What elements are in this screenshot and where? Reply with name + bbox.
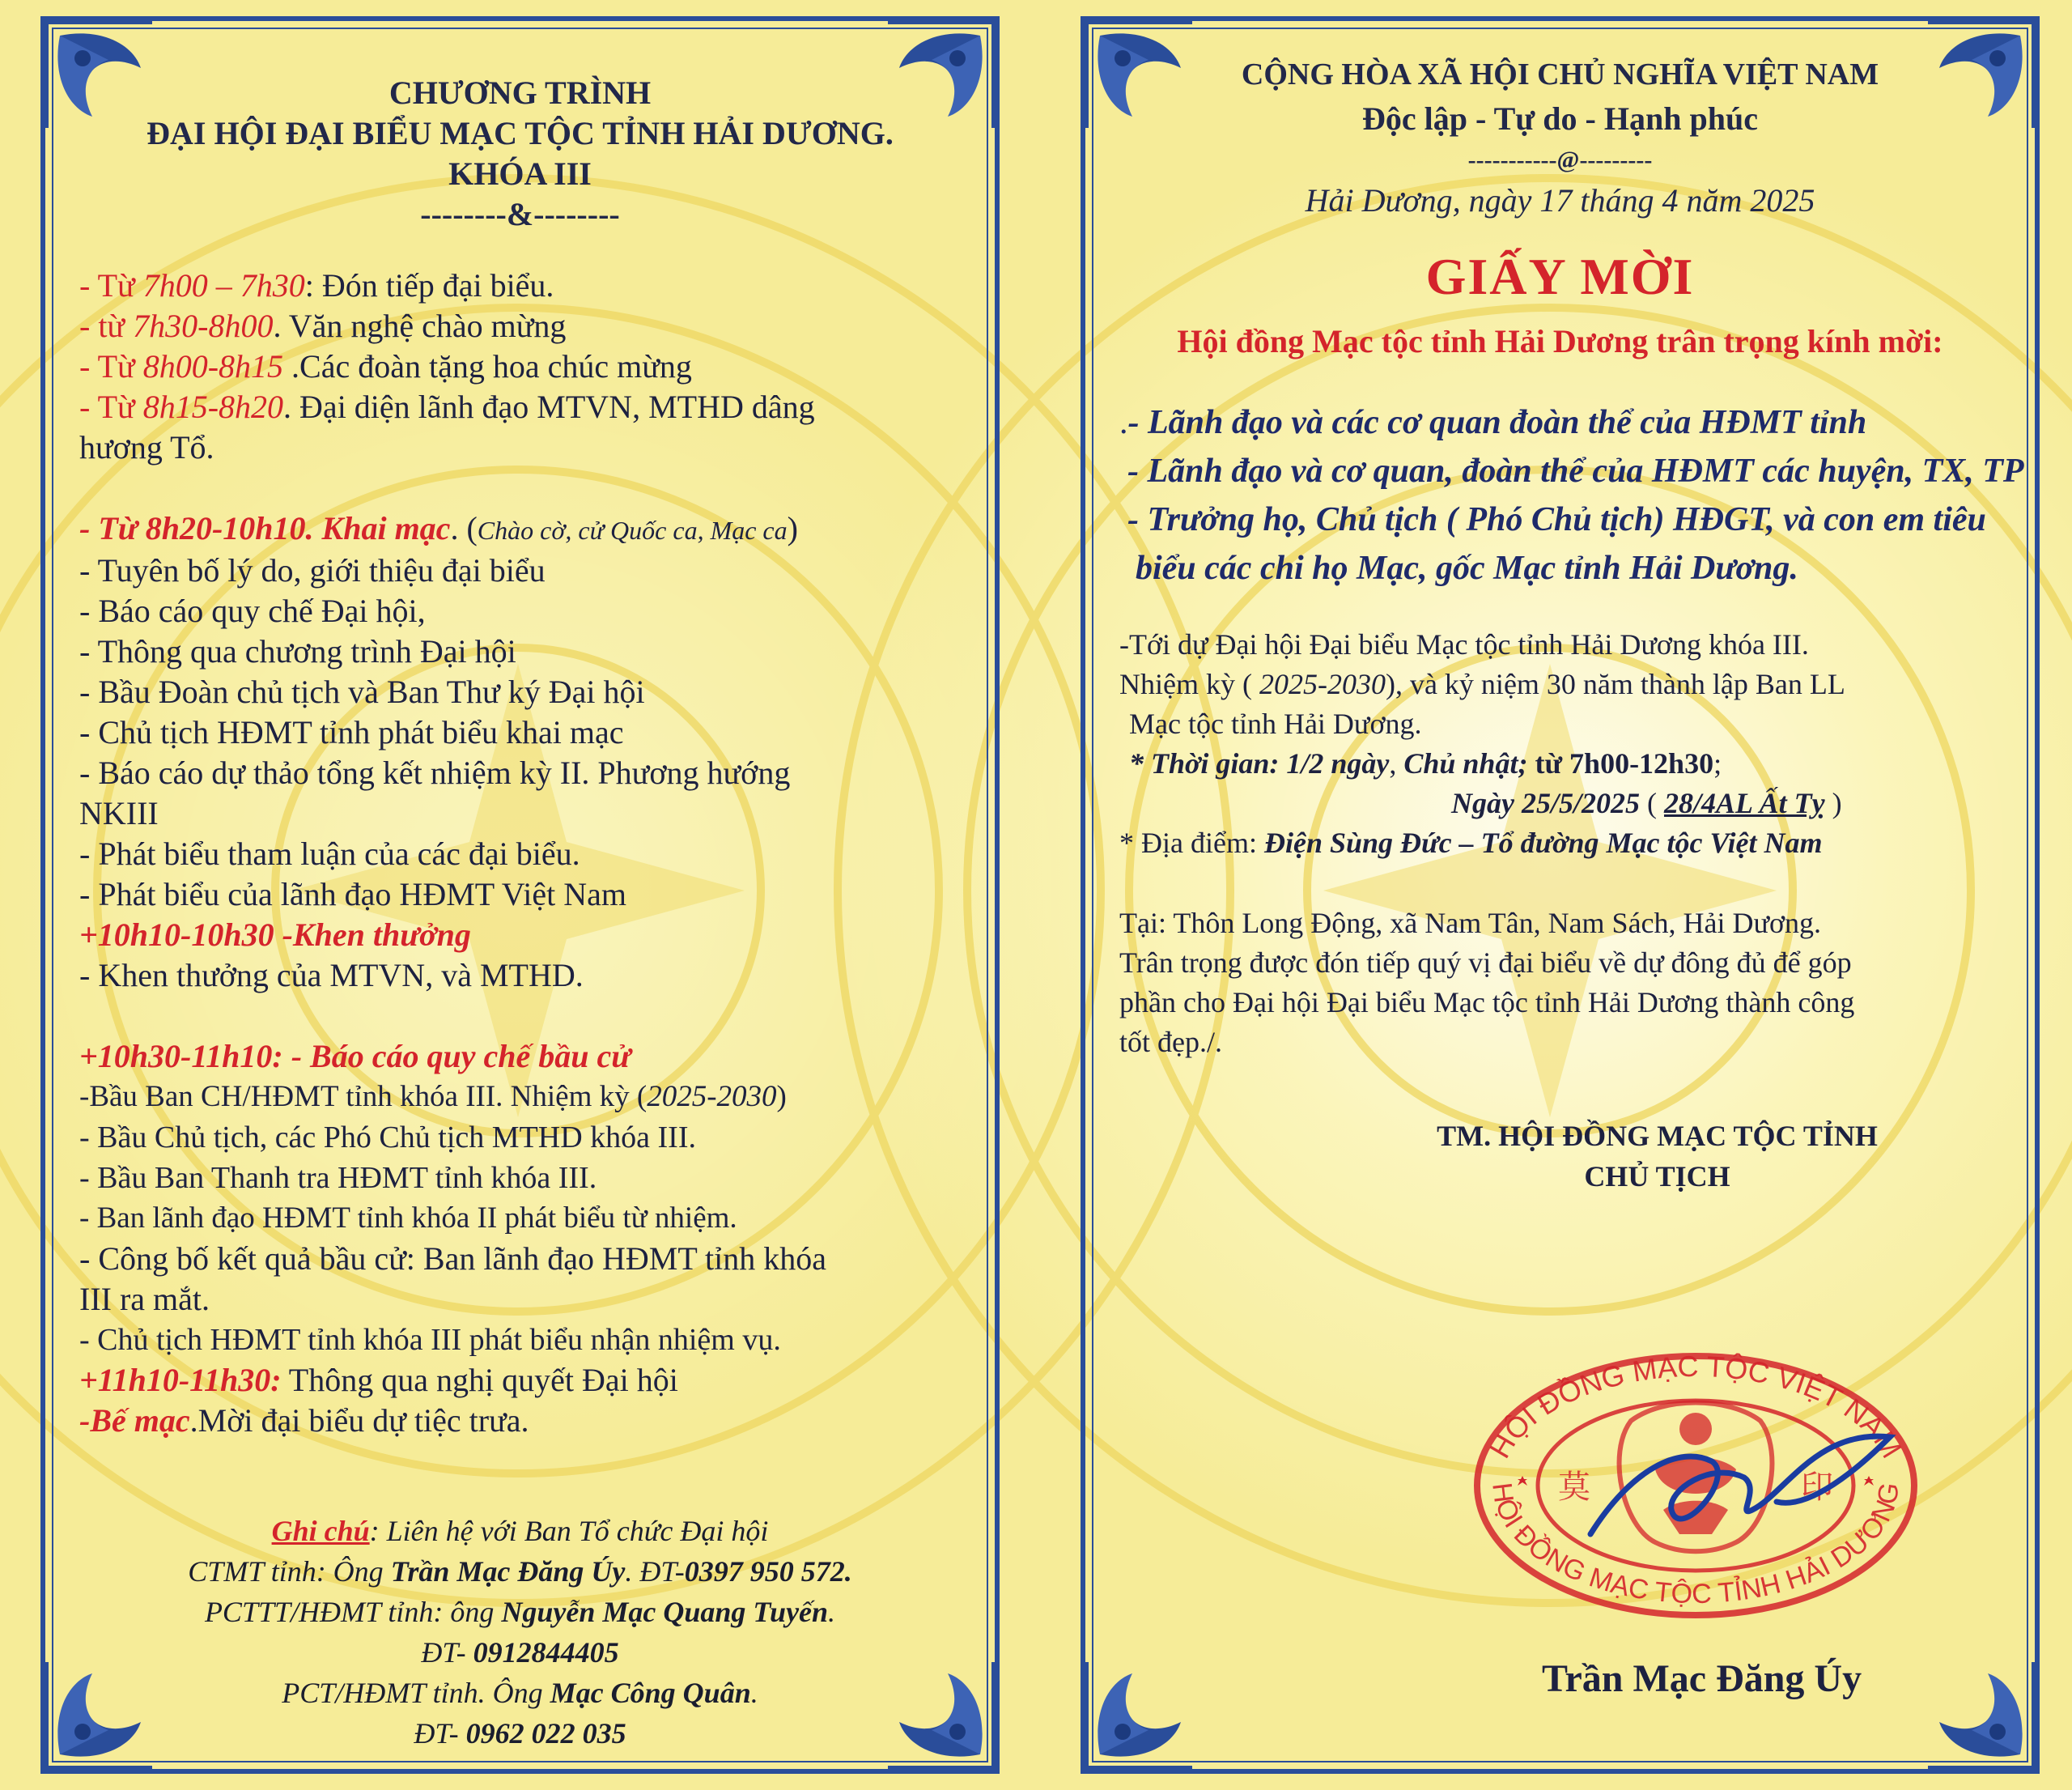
- closing-line: phần cho Đại hội Đại biểu Mạc tộc tỉnh Hải Dương thành công: [1119, 986, 1855, 1018]
- program-term: KHÓA III: [448, 155, 592, 192]
- schedule-item: - Tuyên bố lý do, giới thiệu đại biểu: [79, 552, 546, 589]
- guest-list: [1119, 398, 2024, 593]
- program-panel: [40, 16, 1000, 1774]
- schedule-item: -Bầu Ban CH/HĐMT tỉnh khóa III. Nhiệm kỳ (2025-2030): [79, 1080, 787, 1113]
- note-heading: Ghi chú: Liên hệ với Ban Tổ chức Đại hội: [271, 1515, 769, 1547]
- contact-line: PCTTT/HĐMT tỉnh: ông Nguyễn Mạc Quang Tuyến.: [204, 1596, 836, 1628]
- time-line: * Thời gian: 1/2 ngày, Chủ nhật; từ 7h00-12h30;: [1129, 747, 1722, 780]
- contact-note: [79, 1511, 961, 1754]
- body-line: -Tới dự Đại hội Đại biểu Mạc tộc tỉnh Hải Dương khóa III.: [1119, 628, 1809, 661]
- seal-right-char: 印: [1801, 1469, 1833, 1506]
- program-separator: --------&--------: [420, 196, 620, 232]
- signature-block: [1314, 1116, 2001, 1197]
- schedule-item: - Bầu Đoàn chủ tịch và Ban Thư ký Đại hội: [79, 674, 645, 710]
- awards-heading: +10h10-10h30 -Khen thưởng: [79, 916, 471, 953]
- contact-line: ĐT- 0962 022 035: [414, 1717, 626, 1750]
- schedule-item: - Phát biểu của lãnh đạo HĐMT Việt Nam: [79, 876, 626, 912]
- schedule-item: - Thông qua chương trình Đại hội: [79, 633, 516, 670]
- national-motto: Độc lập - Tự do - Hạnh phúc: [1362, 100, 1758, 137]
- schedule-item: - Chủ tịch HĐMT tỉnh phát biểu khai mạc: [79, 714, 624, 750]
- closing-item: -Bế mạc.Mời đại biểu dự tiệc trưa.: [79, 1402, 529, 1439]
- program-subtitle: ĐẠI HỘI ĐẠI BIỂU MẠC TỘC TỈNH HẢI DƯƠNG.: [146, 115, 894, 151]
- opening-heading: - Từ 8h20-10h10. Khai mạc. (Chào cờ, cử Quốc ca, Mạc ca): [79, 510, 798, 546]
- resolution-item: +11h10-11h30: Thông qua nghị quyết Đại hội: [79, 1362, 678, 1398]
- invitation-panel: [1081, 16, 2040, 1774]
- schedule-item: - Chủ tịch HĐMT tỉnh khóa III phát biểu nhận nhiệm vụ.: [79, 1323, 781, 1357]
- contact-line: PCT/HĐMT tỉnh. Ông Mạc Công Quân.: [282, 1677, 758, 1709]
- schedule-item: - Báo cáo quy chế Đại hội,: [79, 593, 426, 629]
- seal-bottom-text: HỘI ĐỒNG MẠC TỘC TỈNH HẢI DƯƠNG: [1486, 1481, 1905, 1610]
- schedule-item: - Bầu Chủ tịch, các Phó Chủ tịch MTHD khóa III.: [79, 1120, 696, 1154]
- schedule-item: - Công bố kết quả bầu cử: Ban lãnh đạo HĐMT tỉnh khóa: [79, 1240, 827, 1277]
- schedule-item-cont: III ra mắt.: [79, 1281, 210, 1317]
- date-line: Ngày 25/5/2025 ( 28/4AL Ất Tỵ ): [1451, 787, 1842, 819]
- program-schedule: [79, 266, 961, 1441]
- place-line: * Địa điểm: Điện Sùng Đức – Tổ đường Mạc tộc Việt Nam: [1119, 827, 1823, 859]
- header-separator: -----------@---------: [1467, 147, 1653, 173]
- address-line: Tại: Thôn Long Động, xã Nam Tân, Nam Sách, Hải Dương.: [1119, 907, 1822, 939]
- body-line: Mạc tộc tỉnh Hải Dương.: [1129, 708, 1422, 740]
- schedule-item: - Ban lãnh đạo HĐMT tỉnh khóa II phát biểu từ nhiệm.: [79, 1201, 737, 1235]
- election-heading: +10h30-11h10: - Báo cáo quy chế bầu cử: [79, 1038, 631, 1074]
- invitation-body: [1119, 625, 2001, 1062]
- schedule-item-cont: NKIII: [79, 795, 159, 831]
- official-seal-icon: [1469, 1348, 1922, 1623]
- guest-item: - Lãnh đạo và cơ quan, đoàn thể của HĐMT các huyện, TX, TP: [1127, 453, 2024, 490]
- document-title: GIẤY MỜI: [1425, 248, 1695, 305]
- schedule-item: - Bầu Ban Thanh tra HĐMT tỉnh khóa III.: [79, 1161, 597, 1195]
- schedule-item: - Khen thưởng của MTVN, và MTHD.: [79, 957, 584, 993]
- body-line: Nhiệm kỳ ( 2025-2030), và kỷ niệm 30 năm thành lập Ban LL: [1119, 668, 1845, 700]
- closing-line: tốt đẹp./.: [1119, 1026, 1222, 1058]
- national-header: [1119, 55, 2001, 176]
- issue-date: Hải Dương, ngày 17 tháng 4 năm 2025: [1305, 182, 1815, 219]
- guest-item-cont: biểu các chi họ Mạc, gốc Mạc tỉnh Hải Dương.: [1136, 550, 1798, 587]
- closing-line: Trân trọng được đón tiếp quý vị đại biểu về dự đông đủ để góp: [1119, 946, 1852, 979]
- schedule-item: - Phát biểu tham luận của các đại biểu.: [79, 835, 580, 872]
- schedule-item-cont: hương Tổ.: [79, 429, 214, 466]
- signer-name: Trần Mạc Đăng Úy: [1542, 1657, 1862, 1700]
- schedule-item: - Từ 8h15-8h20. Đại diện lãnh đạo MTVN, MTHD dâng: [79, 389, 815, 425]
- guest-item: - Trưởng họ, Chủ tịch ( Phó Chủ tịch) HĐGT, và con em tiêu: [1127, 501, 1986, 538]
- signer-org: TM. HỘI ĐỒNG MẠC TỘC TỈNH: [1437, 1120, 1878, 1152]
- program-content: [79, 73, 961, 1750]
- contact-line: ĐT- 0912844405: [421, 1636, 619, 1669]
- program-title: CHƯƠNG TRÌNH: [388, 74, 652, 111]
- schedule-item: - Từ 8h00-8h15 .Các đoàn tặng hoa chúc mừng: [79, 348, 692, 385]
- invitation-line: Hội đồng Mạc tộc tỉnh Hải Dương trân trọng kính mời:: [1177, 323, 1943, 359]
- guest-item: .- Lãnh đạo và các cơ quan đoàn thể của HĐMT tỉnh: [1119, 404, 1867, 441]
- country-name: CỘNG HÒA XÃ HỘI CHỦ NGHĨA VIỆT NAM: [1241, 57, 1879, 91]
- schedule-item: - Báo cáo dự thảo tổng kết nhiệm kỳ II. Phương hướng: [79, 755, 791, 791]
- schedule-item: - Từ 7h00 – 7h30: Đón tiếp đại biểu.: [79, 267, 554, 304]
- program-header: [79, 73, 961, 235]
- contact-line: CTMT tỉnh: Ông Trần Mạc Đăng Úy. ĐT-0397 950 572.: [188, 1555, 852, 1588]
- seal-top-text: HỘI ĐỒNG MẠC TỘC VIỆT NAM: [1483, 1349, 1909, 1464]
- signer-role: CHỦ TỊCH: [1584, 1160, 1730, 1193]
- schedule-item: - từ 7h30-8h00. Văn nghệ chào mừng: [79, 308, 567, 344]
- seal-left-char: 莫: [1558, 1469, 1590, 1506]
